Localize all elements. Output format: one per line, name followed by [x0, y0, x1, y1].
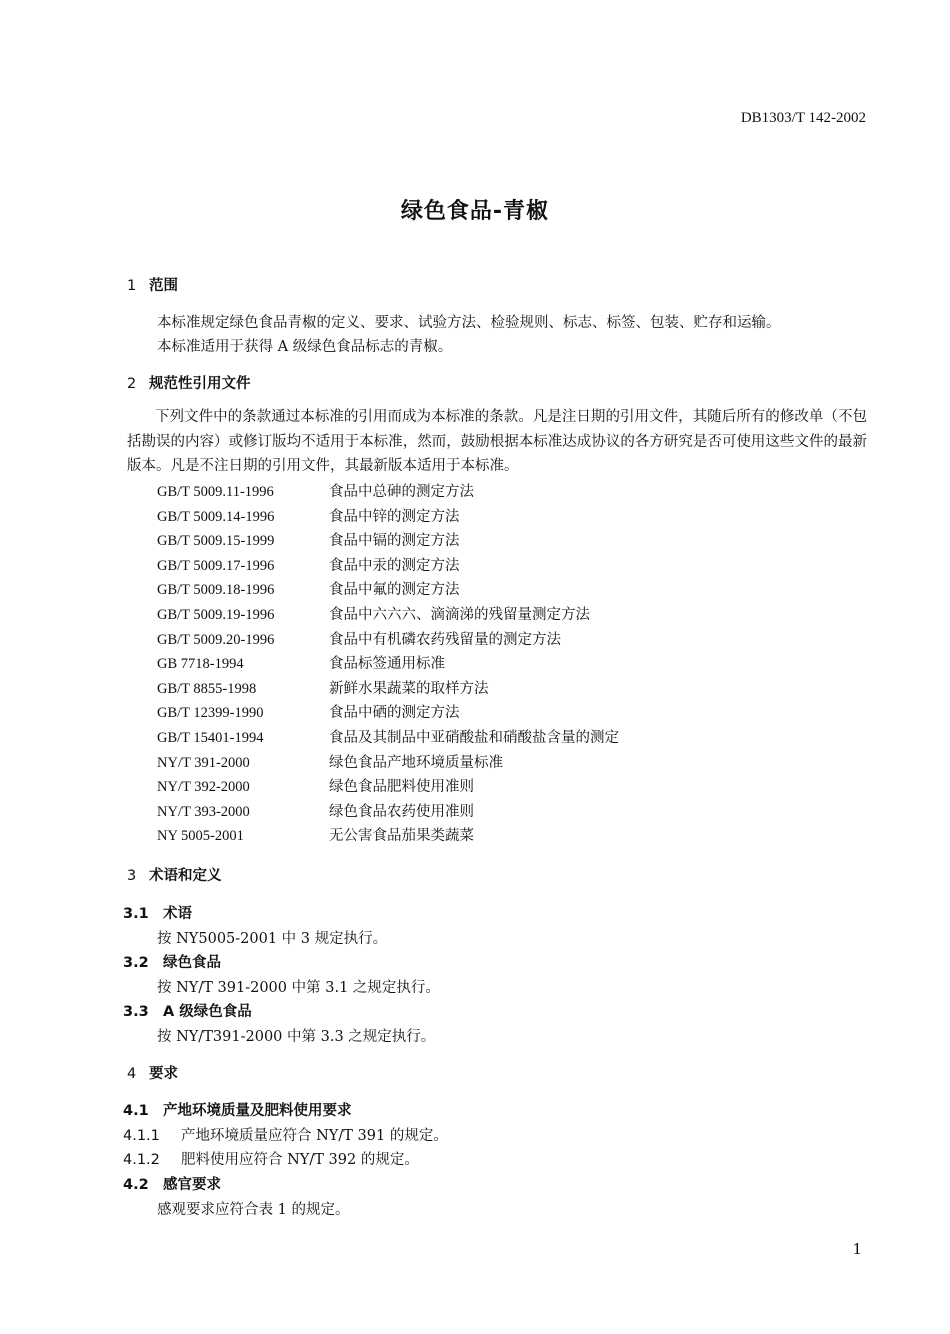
section-4-heading [127, 1062, 178, 1083]
subsection-title: 产地环境质量及肥料使用要求 [163, 1103, 352, 1119]
reference-title: 绿色食品农药使用准则 [329, 803, 474, 820]
reference-code: GB/T 5009.18-1996 [157, 582, 275, 599]
normative-references-intro: 下列文件中的条款通过本标准的引用而成为本标准的条款。凡是注日期的引用文件，其随后所有的修改单（不包括勘误的内容）或修订版均不适用于本标准，然而，鼓励根据本标准达成协议的各方研究是否可使用这些文件的最新版本。凡是不注日期的引用文件，其最新版本适用于本标准。 [127, 409, 867, 474]
section-title: 要求 [149, 1066, 178, 1082]
reference-title: 食品中锌的测定方法 [329, 508, 460, 525]
subsection-3-1-text: 按 NY5005-2001 中 3 规定执行。 [157, 931, 388, 947]
reference-title: 食品及其制品中亚硝酸盐和硝酸盐含量的测定 [329, 730, 619, 746]
section-number: 1 [127, 278, 137, 294]
section-number: 3 [127, 868, 137, 884]
reference-code: NY/T 393-2000 [157, 803, 250, 820]
section-title: 范围 [149, 278, 178, 294]
reference-code: NY/T 391-2000 [157, 754, 250, 771]
section-3-heading [127, 864, 222, 885]
subsection-number: 3.3 [123, 1004, 149, 1020]
subsection-3-3-heading [123, 1000, 252, 1021]
reference-title: 无公害食品茄果类蔬菜 [329, 828, 474, 845]
subsection-number: 3.2 [123, 955, 149, 971]
subsection-3-3-text: 按 NY/T391-2000 中第 3.3 之规定执行。 [157, 1029, 436, 1045]
reference-title: 绿色食品肥料使用准则 [329, 779, 474, 796]
section-1-heading [127, 274, 178, 295]
reference-item [157, 824, 474, 849]
reference-code: NY 5005-2001 [157, 828, 244, 845]
reference-item [157, 603, 590, 628]
reference-title: 食品中总砷的测定方法 [329, 484, 474, 500]
reference-item [157, 677, 489, 702]
clause-4-1-1 [123, 1124, 448, 1145]
reference-title: 食品中六六六、滴滴涕的残留量测定方法 [329, 607, 590, 623]
reference-title: 食品中镉的测定方法 [329, 533, 460, 550]
section-title: 规范性引用文件 [149, 376, 251, 392]
reference-title: 食品中有机磷农药残留量的测定方法 [329, 631, 561, 648]
subsection-title: 绿色食品 [163, 955, 221, 971]
reference-title: 食品中氟的测定方法 [329, 582, 460, 599]
reference-title: 食品中硒的测定方法 [329, 705, 460, 722]
reference-item [157, 726, 619, 751]
subsection-title: 感官要求 [163, 1177, 221, 1193]
reference-title: 新鲜水果蔬菜的取样方法 [329, 680, 489, 697]
subsection-title: A 级绿色食品 [163, 1004, 252, 1020]
subsection-4-1-heading [123, 1099, 352, 1120]
reference-title: 食品标签通用标准 [329, 656, 445, 673]
reference-code: GB/T 5009.19-1996 [157, 607, 275, 623]
scope-line-1: 本标准规定绿色食品青椒的定义、要求、试验方法、检验规则、标志、标签、包装、贮存和运输。 [157, 315, 781, 331]
clause-text: 产地环境质量应符合 NY/T 391 的规定。 [181, 1128, 448, 1144]
section-number: 4 [127, 1066, 137, 1082]
subsection-4-2-text: 感观要求应符合表 1 的规定。 [157, 1202, 350, 1218]
reference-code: GB/T 12399-1990 [157, 705, 264, 722]
subsection-number: 4.1 [123, 1103, 149, 1119]
subsection-number: 3.1 [123, 906, 149, 922]
reference-code: GB/T 5009.20-1996 [157, 631, 275, 648]
reference-item [157, 800, 474, 825]
reference-item [157, 578, 460, 603]
reference-title: 食品中汞的测定方法 [329, 557, 460, 574]
reference-item [157, 529, 460, 554]
section-number: 2 [127, 376, 137, 392]
reference-code: GB/T 5009.15-1999 [157, 533, 275, 550]
section-title: 术语和定义 [149, 868, 222, 884]
subsection-3-1-heading [123, 902, 192, 923]
subsection-3-2-heading [123, 951, 221, 972]
subsection-title: 术语 [163, 906, 192, 922]
reference-item [157, 480, 474, 505]
reference-code: GB/T 15401-1994 [157, 730, 264, 746]
reference-item [157, 775, 474, 800]
reference-item [157, 554, 460, 579]
page-number: 1 [852, 1240, 862, 1258]
clause-number: 4.1.1 [123, 1128, 160, 1144]
document-title: 绿色食品-青椒 [400, 199, 550, 224]
reference-code: GB/T 5009.11-1996 [157, 484, 274, 500]
clause-text: 肥料使用应符合 NY/T 392 的规定。 [181, 1152, 419, 1168]
reference-code: GB 7718-1994 [157, 656, 244, 673]
reference-item [157, 701, 460, 726]
reference-item [157, 652, 445, 677]
clause-number: 4.1.2 [123, 1152, 160, 1168]
reference-code: NY/T 392-2000 [157, 779, 250, 796]
reference-item [157, 505, 460, 530]
reference-item [157, 628, 561, 653]
reference-code: GB/T 8855-1998 [157, 680, 257, 697]
scope-line-2: 本标准适用于获得 A 级绿色食品标志的青椒。 [157, 339, 453, 355]
clause-4-1-2 [123, 1148, 419, 1169]
subsection-4-2-heading [123, 1173, 221, 1194]
reference-title: 绿色食品产地环境质量标准 [329, 754, 503, 771]
document-number: DB1303/T 142-2002 [740, 110, 866, 126]
reference-code: GB/T 5009.17-1996 [157, 557, 275, 574]
subsection-3-2-text: 按 NY/T 391-2000 中第 3.1 之规定执行。 [157, 980, 440, 996]
subsection-number: 4.2 [123, 1177, 149, 1193]
reference-item [157, 751, 503, 776]
section-2-heading [127, 372, 251, 393]
reference-code: GB/T 5009.14-1996 [157, 508, 275, 525]
